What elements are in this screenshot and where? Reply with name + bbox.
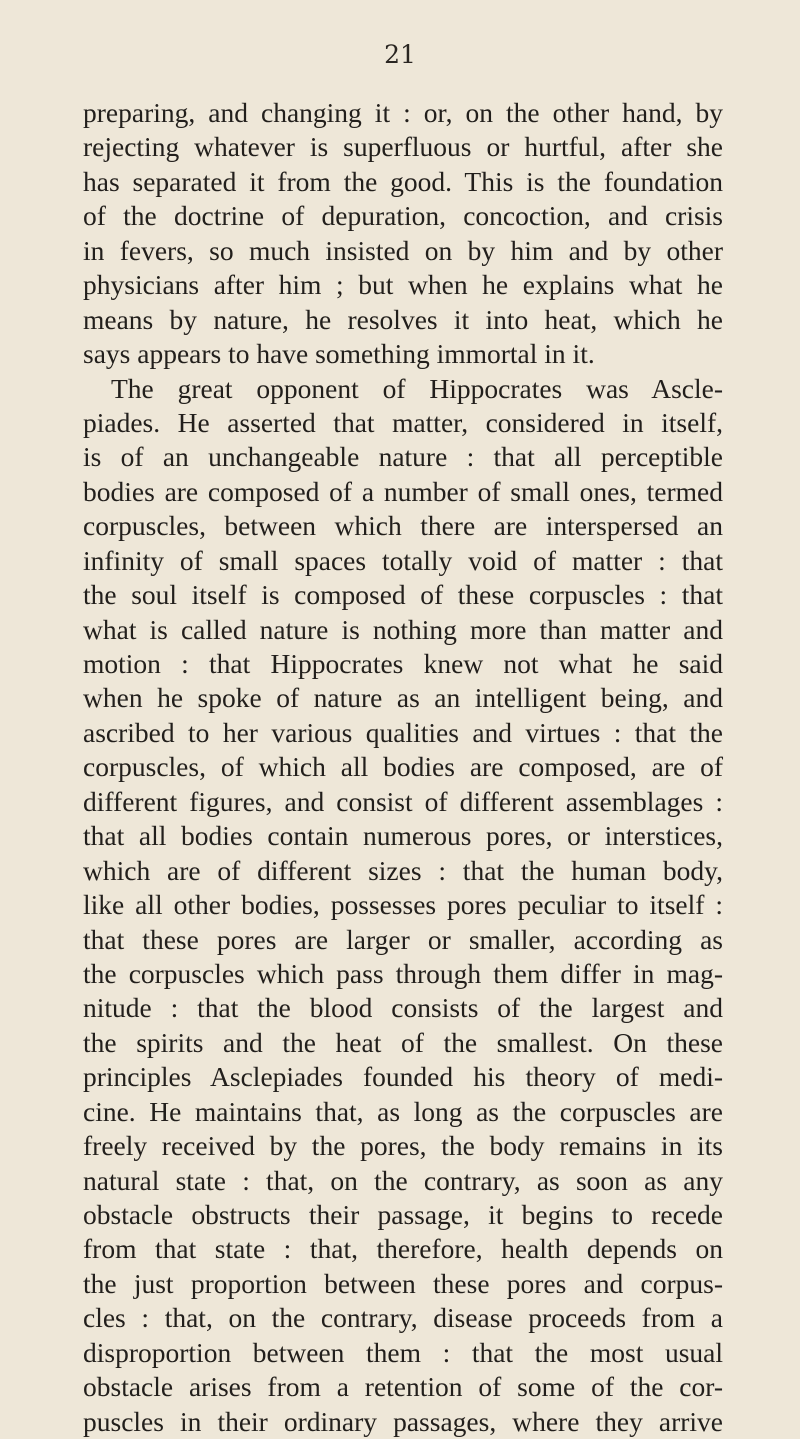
- text-line: puscles in their ordinary passages, where they arrive: [83, 1405, 723, 1437]
- text-line: obstacle obstructs their passage, it begins to recede: [83, 1199, 723, 1230]
- text-line: cles : that, on the contrary, disease proceeds from a: [83, 1302, 723, 1334]
- text-line: what is called nature is nothing more than matter and: [83, 613, 723, 645]
- text-line: disproportion between them : that the most usual: [83, 1336, 723, 1368]
- text-line: corpuscles, between which there are interspersed an: [83, 510, 723, 542]
- page-number: 21: [384, 40, 416, 69]
- text-line: natural state : that, on the contrary, as soon as any: [83, 1164, 723, 1196]
- text-line: piades. He asserted that matter, considered in itself,: [83, 406, 723, 438]
- text-line: ascribed to her various qualities and virtues : that the: [83, 716, 723, 748]
- text-line: the just proportion between these pores and corpus-: [83, 1267, 723, 1299]
- text-line: freely received by the pores, the body remains in its: [83, 1130, 723, 1162]
- text-line: preparing, and changing it : or, on the other hand, by: [83, 97, 723, 128]
- text-line: that these pores are larger or smaller, according as: [83, 923, 723, 955]
- text-line: nitude : that the blood consists of the largest and: [83, 992, 723, 1024]
- text-line: cine. He maintains that, as long as the corpuscles are: [83, 1095, 723, 1127]
- text-line: the corpuscles which pass through them differ in mag-: [83, 957, 723, 989]
- text-line: corpuscles, of which all bodies are composed, are of: [83, 751, 723, 783]
- text-line: that all bodies contain numerous pores, or interstices,: [83, 820, 723, 852]
- text-line: physicians after him ; but when he explains what he: [83, 269, 723, 301]
- text-line: means by nature, he resolves it into heat, which he: [83, 303, 723, 335]
- text-line: which are of different sizes : that the human body,: [83, 854, 723, 886]
- text-line: of the doctrine of depuration, concoction, and crisis: [83, 200, 723, 232]
- text-line: The great opponent of Hippocrates was Ascle-: [111, 372, 723, 404]
- body-text: [83, 96, 723, 1439]
- text-line: the spirits and the heat of the smallest. On these: [83, 1026, 723, 1058]
- text-line: motion : that Hippocrates knew not what he said: [83, 648, 723, 679]
- text-line: in fevers, so much insisted on by him and by other: [83, 234, 723, 266]
- text-line: principles Asclepiades founded his theory of medi-: [83, 1061, 723, 1093]
- text-line: obstacle arises from a retention of some of the cor-: [83, 1371, 723, 1403]
- text-line: has separated it from the good. This is the foundation: [83, 165, 723, 197]
- text-line: bodies are composed of a number of small ones, termed: [83, 475, 723, 507]
- text-line: when he spoke of nature as an intelligent being, and: [83, 682, 723, 714]
- text-line: is of an unchangeable nature : that all perceptible: [83, 441, 723, 473]
- text-line: like all other bodies, possesses pores peculiar to itself :: [83, 889, 723, 921]
- text-line: from that state : that, therefore, health depends on: [83, 1233, 723, 1265]
- text-line: rejecting whatever is superfluous or hurtful, after she: [83, 131, 723, 163]
- text-line: the soul itself is composed of these corpuscles : that: [83, 579, 723, 611]
- text-line: infinity of small spaces totally void of matter : that: [83, 544, 723, 576]
- text-line: says appears to have something immortal in it.: [83, 338, 595, 370]
- text-line: different figures, and consist of different assemblages :: [83, 785, 723, 817]
